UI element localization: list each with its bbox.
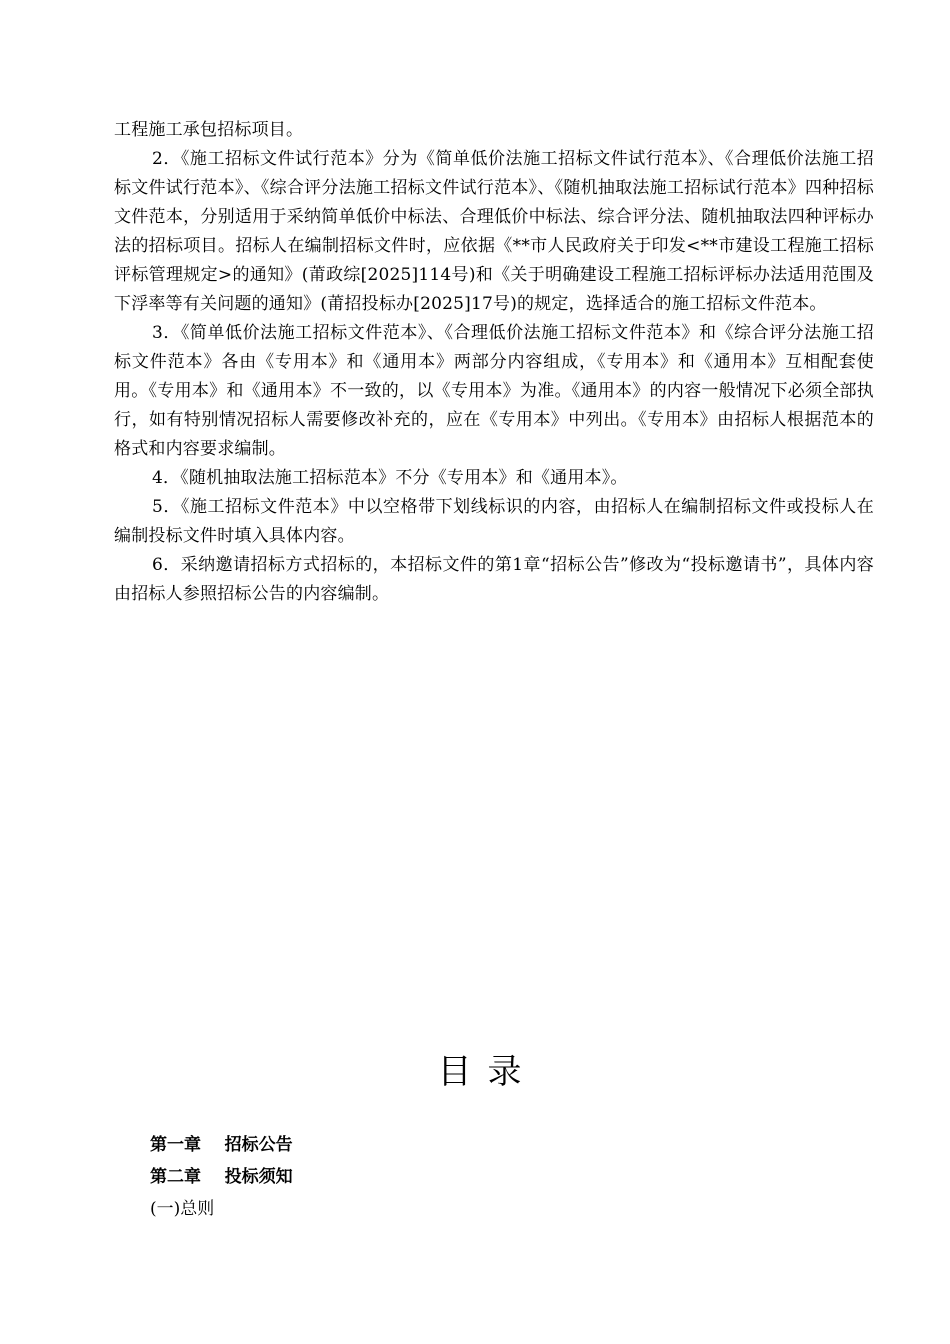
paragraph-continuation: 工程施工承包招标项目。 bbox=[114, 120, 304, 140]
body-text bbox=[114, 116, 874, 609]
paragraph-item-5: 5．《施工招标文件范本》中以空格带下划线标识的内容，由招标人在编制招标文件或投标人在编制投标文件时填入具体内容。 bbox=[114, 497, 874, 546]
paragraph-item-4: 4．《随机抽取法施工招标范本》不分《专用本》和《通用本》。 bbox=[152, 468, 628, 488]
paragraph-item-2: 2．《施工招标文件试行范本》分为《简单低价法施工招标文件试行范本》、《合理低价法施工招标文件试行范本》、《综合评分法施工招标文件试行范本》、《随机抽取法施工招标试行范本》四种招标文件范本，分别适用于采纳简单低价中标法、合理低价中标法、综合评分法、随机抽取法四种评标办法的招标项目。招标人在编制招标文件时，应依据《**市人民政府关于印发<**市建设工程施工招标评标管理规定>的通知》(莆政综[2025]114号)和《关于明确建设工程施工招标评标办法适用范围及下浮率等有关问题的通知》(莆招投标办[2025]17号)的规定，选择适合的施工招标文件范本。 bbox=[114, 149, 874, 314]
toc-item-section-general[interactable]: (一)总则 bbox=[150, 1199, 215, 1219]
toc-title: 目录 bbox=[437, 1052, 538, 1092]
table-of-contents bbox=[150, 1131, 750, 1227]
toc-item-chapter-1[interactable]: 第一章 招标公告 bbox=[150, 1135, 293, 1155]
paragraph-item-6: 6．采纳邀请招标方式招标的，本招标文件的第1章“招标公告”修改为“投标邀请书”，具体内容由招标人参照招标公告的内容编制。 bbox=[114, 555, 874, 604]
toc-item-chapter-2[interactable]: 第二章 投标须知 bbox=[150, 1167, 293, 1187]
paragraph-item-3: 3．《简单低价法施工招标文件范本》、《合理低价法施工招标文件范本》和《综合评分法施工招标文件范本》各由《专用本》和《通用本》两部分内容组成，《专用本》和《通用本》互相配套使用。《专用本》和《通用本》不一致的，以《专用本》为准。《通用本》的内容一般情况下必须全部执行，如有特别情况招标人需要修改补充的，应在《专用本》中列出。《专用本》由招标人根据范本的格式和内容要求编制。 bbox=[114, 323, 874, 459]
